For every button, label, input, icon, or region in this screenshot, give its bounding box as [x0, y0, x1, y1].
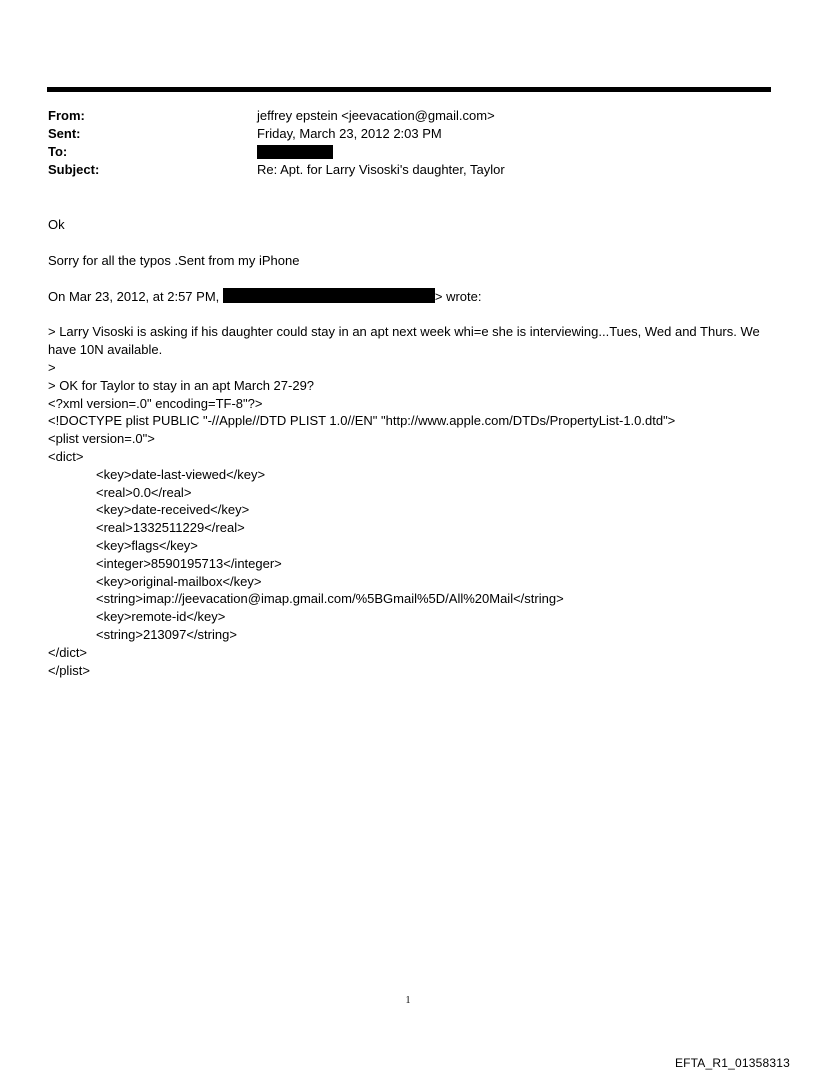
- sent-value: Friday, March 23, 2012 2:03 PM: [257, 126, 442, 141]
- plist-line: </plist>: [48, 662, 90, 678]
- plist-line: <plist version=.0">: [48, 431, 155, 447]
- quote-attribution: [48, 288, 788, 306]
- from-label: From:: [48, 108, 85, 123]
- header-divider-rule: [47, 87, 771, 92]
- sent-label: Sent:: [48, 126, 81, 141]
- email-header: [48, 107, 768, 179]
- to-value: [257, 143, 333, 161]
- plist-line: <key>date-last-viewed</key>: [96, 466, 266, 482]
- signature-text: Sorry for all the typos .Sent from my iPhone: [48, 252, 300, 268]
- to-label: To:: [48, 144, 68, 159]
- plist-line: <integer>8590195713</integer>: [96, 555, 282, 571]
- quoted-line: >: [48, 359, 56, 375]
- from-row: [48, 107, 768, 125]
- plist-line: <dict>: [48, 448, 84, 464]
- quoted-line: > Larry Visoski is asking if his daughter could stay in an apt next week whi=e she is interviewing...Tues, Wed and Thurs. We have 10N available.: [48, 324, 760, 358]
- quoted-line: > OK for Taylor to stay in an apt March 27-29?: [48, 377, 315, 393]
- sent-row: [48, 125, 768, 143]
- page-number: 1: [405, 995, 411, 1006]
- plist-line: <real>1332511229</real>: [96, 520, 245, 536]
- to-redaction-box: [257, 145, 333, 159]
- attribution-suffix: > wrote:: [434, 288, 482, 304]
- to-row: [48, 143, 768, 161]
- plist-line: <?xml version=.0" encoding=TF-8"?>: [48, 395, 263, 411]
- attribution-prefix: On Mar 23, 2012, at 2:57 PM,: [48, 288, 223, 304]
- document-id: EFTA_R1_01358313: [674, 1056, 790, 1070]
- from-value: jeffrey epstein <jeevacation@gmail.com>: [257, 108, 495, 123]
- plist-line: <string>213097</string>: [96, 626, 237, 642]
- plist-line: <key>flags</key>: [96, 537, 198, 553]
- email-body: [48, 216, 788, 679]
- subject-value: Re: Apt. for Larry Visoski's daughter, Taylor: [257, 162, 505, 177]
- plist-line: <!DOCTYPE plist PUBLIC "-//Apple//DTD PLIST 1.0//EN" "http://www.apple.com/DTDs/PropertyList-1.0.dtd">: [48, 413, 676, 429]
- reply-text: Ok: [48, 217, 65, 232]
- plist-line: </dict>: [48, 644, 88, 660]
- plist-line: <string>imap://jeevacation@imap.gmail.com/%5BGmail%5D/All%20Mail</string>: [96, 591, 564, 607]
- plist-line: <key>remote-id</key>: [96, 609, 226, 625]
- sender-redaction-box: [223, 288, 435, 303]
- plist-line: <key>date-received</key>: [96, 502, 250, 518]
- subject-label: Subject:: [48, 162, 100, 177]
- plist-line: <key>original-mailbox</key>: [96, 573, 262, 589]
- plist-line: <real>0.0</real>: [96, 484, 192, 500]
- subject-row: [48, 161, 768, 179]
